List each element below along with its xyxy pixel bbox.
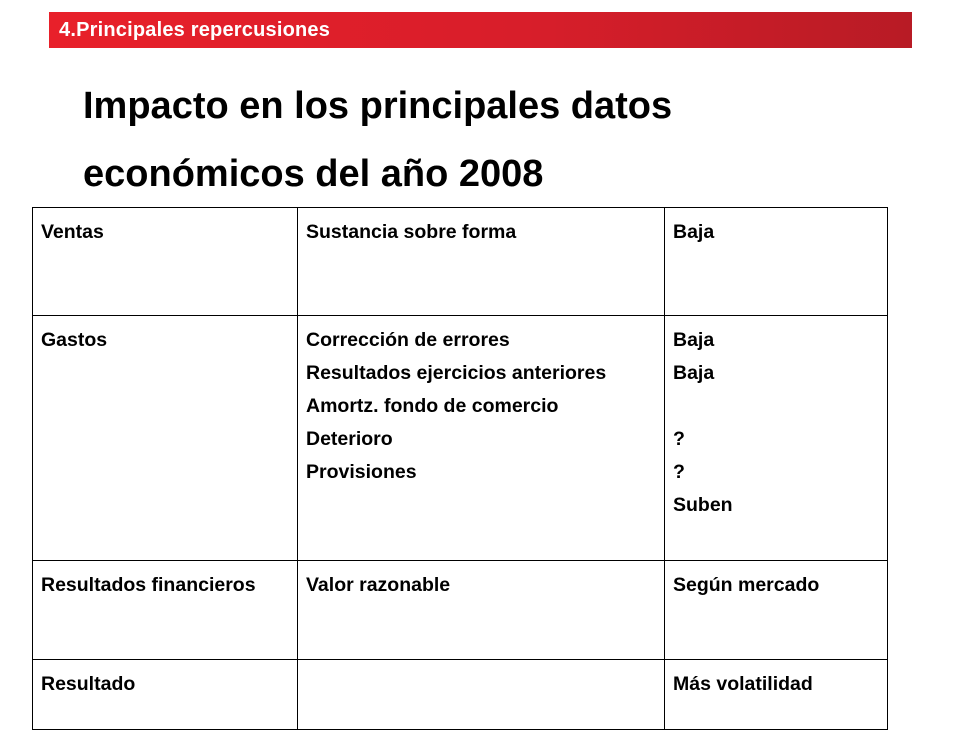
cause-item: Resultados ejercicios anteriores	[306, 362, 607, 384]
table-row	[33, 660, 888, 730]
concept-cell	[33, 660, 298, 730]
concept-cell	[33, 208, 298, 316]
effect-cell	[665, 660, 888, 730]
cause-item: Deterioro	[306, 428, 393, 450]
cause-item: Corrección de errores	[306, 329, 510, 351]
impact-table	[32, 207, 888, 730]
concept-cell	[33, 561, 298, 660]
cause-item: Sustancia sobre forma	[306, 221, 517, 243]
concept-label: Resultado	[41, 673, 136, 695]
concept-label: Resultados financieros	[41, 574, 256, 596]
cause-cell	[298, 561, 665, 660]
effect-item: ?	[673, 428, 685, 450]
effect-item: Baja	[673, 221, 715, 243]
effect-cell	[665, 208, 888, 316]
cause-cell	[298, 208, 665, 316]
effect-item: Baja	[673, 362, 715, 384]
effect-item: Según mercado	[673, 574, 820, 596]
cause-cell	[298, 660, 665, 730]
effect-spacer	[673, 395, 879, 417]
title-line-2: económicos del año 2008	[83, 153, 544, 195]
effect-item: ?	[673, 461, 685, 483]
table-row	[33, 561, 888, 660]
section-label: 4.Principales repercusiones	[59, 19, 331, 41]
page-title	[83, 72, 913, 208]
effect-item: Baja	[673, 329, 715, 351]
table-row	[33, 316, 888, 561]
effect-cell	[665, 561, 888, 660]
effect-item: Más volatilidad	[673, 673, 813, 695]
cause-item: Provisiones	[306, 461, 417, 483]
title-line-1: Impacto en los principales datos	[83, 85, 673, 127]
concept-label: Gastos	[41, 329, 108, 351]
effect-cell	[665, 316, 888, 561]
section-banner	[49, 12, 912, 48]
concept-label: Ventas	[41, 221, 104, 243]
concept-cell	[33, 316, 298, 561]
cause-item: Amortz. fondo de comercio	[306, 395, 559, 417]
effect-item: Suben	[673, 494, 733, 516]
table-row	[33, 208, 888, 316]
cause-item: Valor razonable	[306, 574, 451, 596]
cause-cell	[298, 316, 665, 561]
